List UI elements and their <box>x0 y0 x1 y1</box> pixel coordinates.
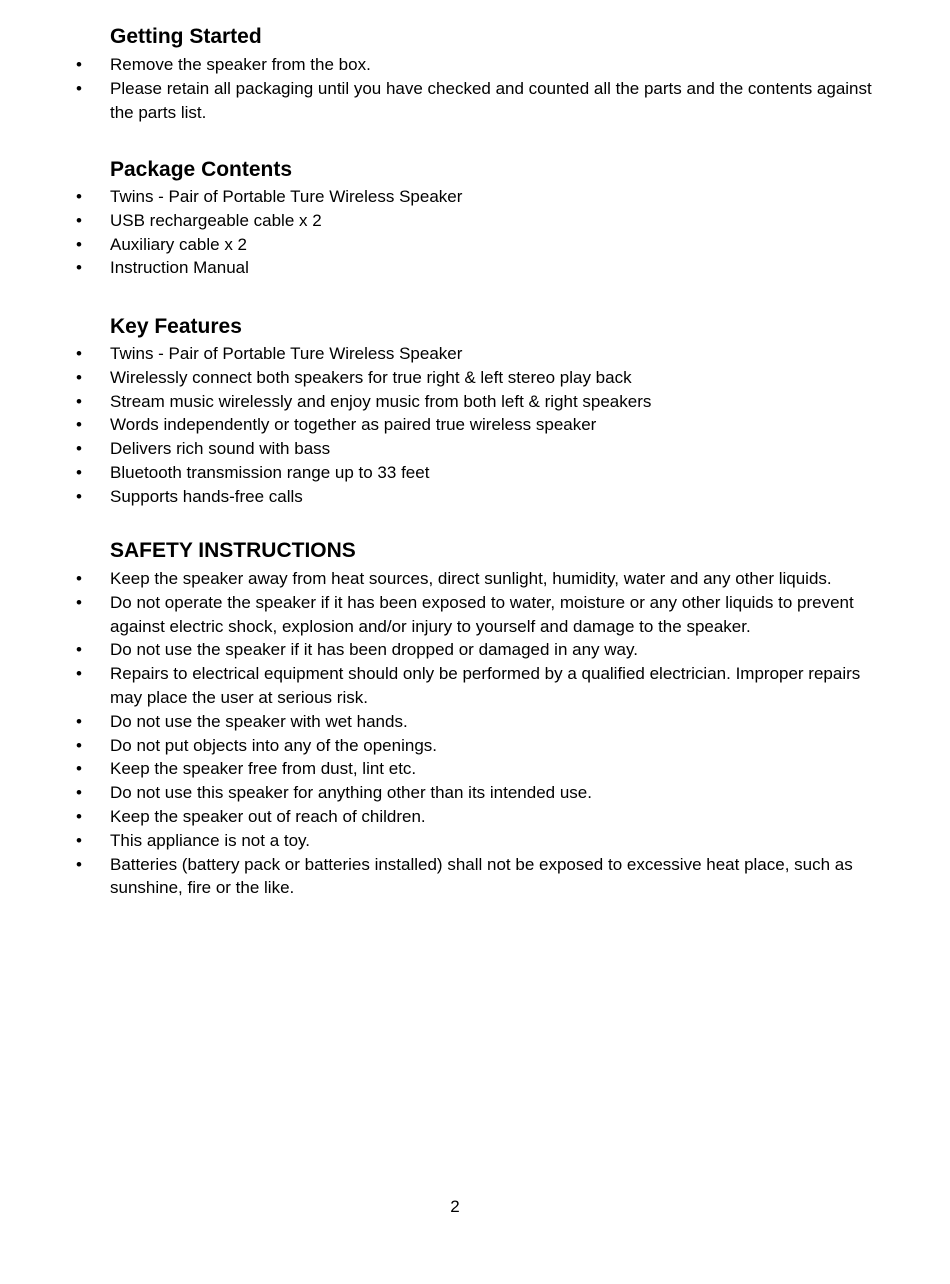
list-item-text: Batteries (battery pack or batteries installed) shall not be exposed to excessive heat place, such as sunshine, fire or the like. <box>110 854 853 898</box>
list-item-text: Keep the speaker out of reach of children. <box>110 806 426 826</box>
bullet-list <box>0 342 950 509</box>
list-item-text: Remove the speaker from the box. <box>110 55 371 74</box>
list-item-text: Keep the speaker free from dust, lint etc. <box>110 759 417 779</box>
bullet-list <box>0 185 950 280</box>
list-item-text: This appliance is not a toy. <box>110 830 311 850</box>
bullet-list <box>0 53 950 124</box>
bullet-icon: • <box>76 592 82 612</box>
list-item <box>0 437 950 461</box>
list-item-text: Instruction Manual <box>110 258 249 278</box>
list-item <box>0 185 950 209</box>
list-item <box>0 662 950 710</box>
list-item-text: Do not operate the speaker if it has been exposed to water, moisture or any other liquids to prevent against electric shock, explosion and/or injury to yourself and damage to the speaker. <box>110 592 854 636</box>
list-item-text: Auxiliary cable x 2 <box>110 234 248 254</box>
list-item-text: Keep the speaker away from heat sources, direct sunlight, humidity, water and any other liquids. <box>110 569 832 588</box>
list-item <box>0 53 950 77</box>
list-item-text: Do not use the speaker with wet hands. <box>110 711 408 731</box>
bullet-list <box>0 567 950 900</box>
page-number: 2 <box>450 1197 460 1216</box>
section-heading: Getting Started <box>110 25 262 48</box>
bullet-icon: • <box>76 783 82 803</box>
list-item-text: Wirelessly connect both speakers for true right & left stereo play back <box>110 367 632 387</box>
bullet-icon: • <box>76 210 82 230</box>
list-item-text: Bluetooth transmission range up to 33 feet <box>110 462 430 482</box>
bullet-icon: • <box>76 439 82 459</box>
bullet-icon: • <box>76 258 82 278</box>
list-item-text: Stream music wirelessly and enjoy music from both left & right speakers <box>110 391 652 411</box>
list-item <box>0 390 950 414</box>
bullet-icon: • <box>76 854 82 874</box>
list-item <box>0 829 950 853</box>
list-item <box>0 734 950 758</box>
list-item-text: Supports hands-free calls <box>110 486 303 506</box>
list-item-text: Do not use this speaker for anything other than its intended use. <box>110 783 592 803</box>
section-heading: Key Features <box>110 315 242 338</box>
bullet-icon: • <box>76 367 82 387</box>
bullet-icon: • <box>76 711 82 731</box>
list-item <box>0 77 950 125</box>
bullet-icon: • <box>76 569 82 588</box>
bullet-icon: • <box>76 55 82 74</box>
list-item-text: Delivers rich sound with bass <box>110 439 331 459</box>
bullet-icon: • <box>76 462 82 482</box>
list-item <box>0 567 950 591</box>
list-item <box>0 853 950 901</box>
list-item <box>0 757 950 781</box>
list-item-text: Do not use the speaker if it has been dropped or damaged in any way. <box>110 640 638 660</box>
list-item <box>0 591 950 639</box>
bullet-icon: • <box>76 486 82 506</box>
bullet-icon: • <box>76 234 82 254</box>
bullet-icon: • <box>76 640 82 660</box>
bullet-icon: • <box>76 806 82 826</box>
list-item-text: USB rechargeable cable x 2 <box>110 210 322 230</box>
list-item <box>0 233 950 257</box>
bullet-icon: • <box>76 344 82 363</box>
list-item <box>0 781 950 805</box>
section-heading: SAFETY INSTRUCTIONS <box>110 539 356 562</box>
bullet-icon: • <box>76 664 82 684</box>
list-item <box>0 413 950 437</box>
list-item-text: Do not put objects into any of the openings. <box>110 735 438 755</box>
list-item-text: Twins - Pair of Portable Ture Wireless Speaker <box>110 344 463 363</box>
list-item-text: Words independently or together as paired true wireless speaker <box>110 415 597 435</box>
bullet-icon: • <box>76 78 82 98</box>
list-item-text: Twins - Pair of Portable Ture Wireless Speaker <box>110 187 463 206</box>
list-item <box>0 638 950 662</box>
bullet-icon: • <box>76 391 82 411</box>
list-item <box>0 461 950 485</box>
list-item <box>0 366 950 390</box>
list-item <box>0 485 950 509</box>
bullet-icon: • <box>76 187 82 206</box>
list-item <box>0 256 950 280</box>
bullet-icon: • <box>76 735 82 755</box>
list-item-text: Repairs to electrical equipment should only be performed by a qualified electrician. Improper repairs may place the user at serious risk. <box>110 664 861 707</box>
bullet-icon: • <box>76 830 82 850</box>
list-item-text: Please retain all packaging until you have checked and counted all the parts and the contents against the parts list. <box>110 78 872 122</box>
list-item <box>0 342 950 366</box>
list-item <box>0 209 950 233</box>
list-item <box>0 805 950 829</box>
bullet-icon: • <box>76 759 82 779</box>
bullet-icon: • <box>76 415 82 435</box>
list-item <box>0 710 950 734</box>
section-heading: Package Contents <box>110 158 293 181</box>
